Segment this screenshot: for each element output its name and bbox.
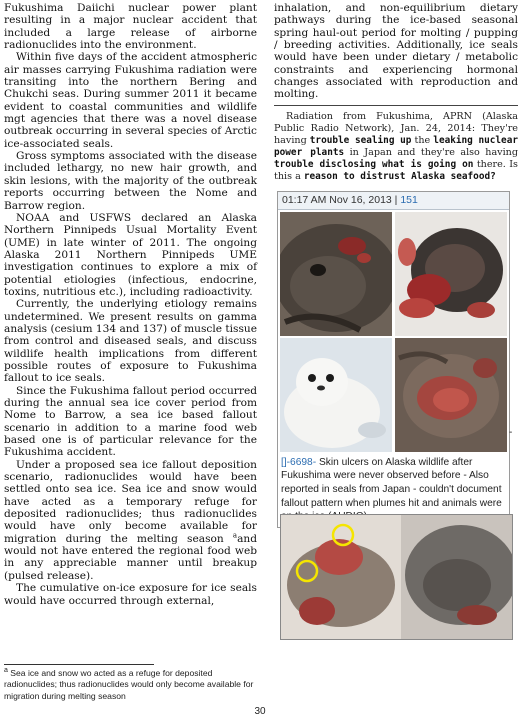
caption-text: Skin ulcers on Alaska wildlife after Fukushima were never observed before - Also reported in seals from Japan - couldn't document fallout pattern when plumes hit and animals were [281,456,502,509]
quote-emphasis: leaking nuclear power plants [274,134,518,158]
quote-text: in Japan and they're also having [344,146,518,158]
post-dash: - [509,427,513,438]
seal-wound-photo [395,338,507,452]
right-column [274,2,518,528]
quote-text: Radiation from Fukushima, APRN (Alaska Public Radio Network), Jan. 24, 2014: They're having [274,110,518,146]
quote-emphasis: trouble sealing up [309,134,412,146]
paragraph-text: Under a proposed sea ice fallout deposition scenario, radionuclides would have been settled onto sea ice. Sea ice and snow would have acted as a temporary refuge for deposited radionuclides; thus radionuclides would have only become available for migration during the melting season [4,458,257,545]
seal-photo-collage [278,210,509,454]
post-header [278,192,509,210]
page-number: 30 [254,706,266,717]
quote-emphasis: trouble disclosing what is going on [274,158,474,170]
body-paragraph: Since the Fukushima fallout period occurred during the annual sea ice cover period from Nome to Barrow, a sea ice based fallout scenario in addition to a marine food web based one is of particular relevance for the Fukushima accident. [4,384,257,459]
body-paragraph: Gross symptoms associated with the disease included lethargy, no new hair growth, and skin lesions, with the majority of the outbreak reports occurring between the Nome and Barrow region. [4,150,257,212]
quote-emphasis: reason to distrust Alaska seafood? [303,170,496,182]
seal-pup-photo [280,338,392,452]
left-column [4,2,257,607]
footnote-text: Sea ice and snow wo acted as a refuge for deposited radionuclides; thus radionuclides would only become available for migration during melting season [4,668,254,701]
body-paragraph: Currently, the underlying etiology remains undetermined. We present results on gamma analysis (cesium 134 and 137) of muscle tissue from control and diseased seals, and discuss wildlife health implications from different possible routes of exposure to Fukushima fallout to ice seals. [4,298,257,385]
footnote [4,668,254,702]
post-id-link[interactable]: []-6698- [281,456,317,468]
footnote-marker[interactable]: a [232,531,238,540]
quote-text: the [411,134,434,146]
footnote-rule [4,664,154,665]
quote-text: there. Is this a [274,158,518,182]
reply-count-link[interactable]: 151 [400,193,418,206]
body-paragraph: NOAA and USFWS declared an Alaska Northern Pinnipeds Usual Mortality Event (UME) in late winter of 2011. The ongoing Alaska 2011 Northern Pinnipeds UME investigation continues to explore a mix of potential etiologies (infectious, endocrine, toxins, nutritious etc.), including radioactivity. [4,211,257,298]
news-quote [274,111,518,183]
body-paragraph: The cumulative on-ice exposure for ice seals would have occurred through external, [4,582,257,607]
body-paragraph: Within five days of the accident atmospheric air masses carrying Fukushima radiation were transiting into the northern Bering and Chukchi seas. During summer 2011 it became evident to coastal communities and wildlife mgt agencies that there was a novel disease outbreak occurring in several species of Arctic ice-associated seals. [4,51,257,150]
paragraph-text: and would not have entered the regional food web in any appreciable manner until breakup (pulsed release). [4,532,257,582]
seal-lesions-marked-photo [280,514,513,640]
post-timestamp: 01:17 AM Nov 16, 2013 | [282,193,401,206]
footnote-marker: a [4,667,8,675]
seal-snow-photo [395,212,507,336]
divider [274,105,518,106]
body-paragraph: Fukushima Daiichi nuclear power plant resulting in a major nuclear accident that included a large release of airborne radionuclides into the environment. [4,2,257,52]
seal-lesion-photo [280,212,392,336]
body-paragraph: inhalation, and non-equilibrium dietary pathways during the ice-based seasonal spring haul-out period for molting / pupping / breeding activities. Additionally, ice seals would have been under dietary / metabolic constraints and experiencing hormonal changes associated with reproduction and molting. [274,2,518,101]
forum-post-screenshot [277,191,513,528]
body-paragraph [4,459,257,582]
